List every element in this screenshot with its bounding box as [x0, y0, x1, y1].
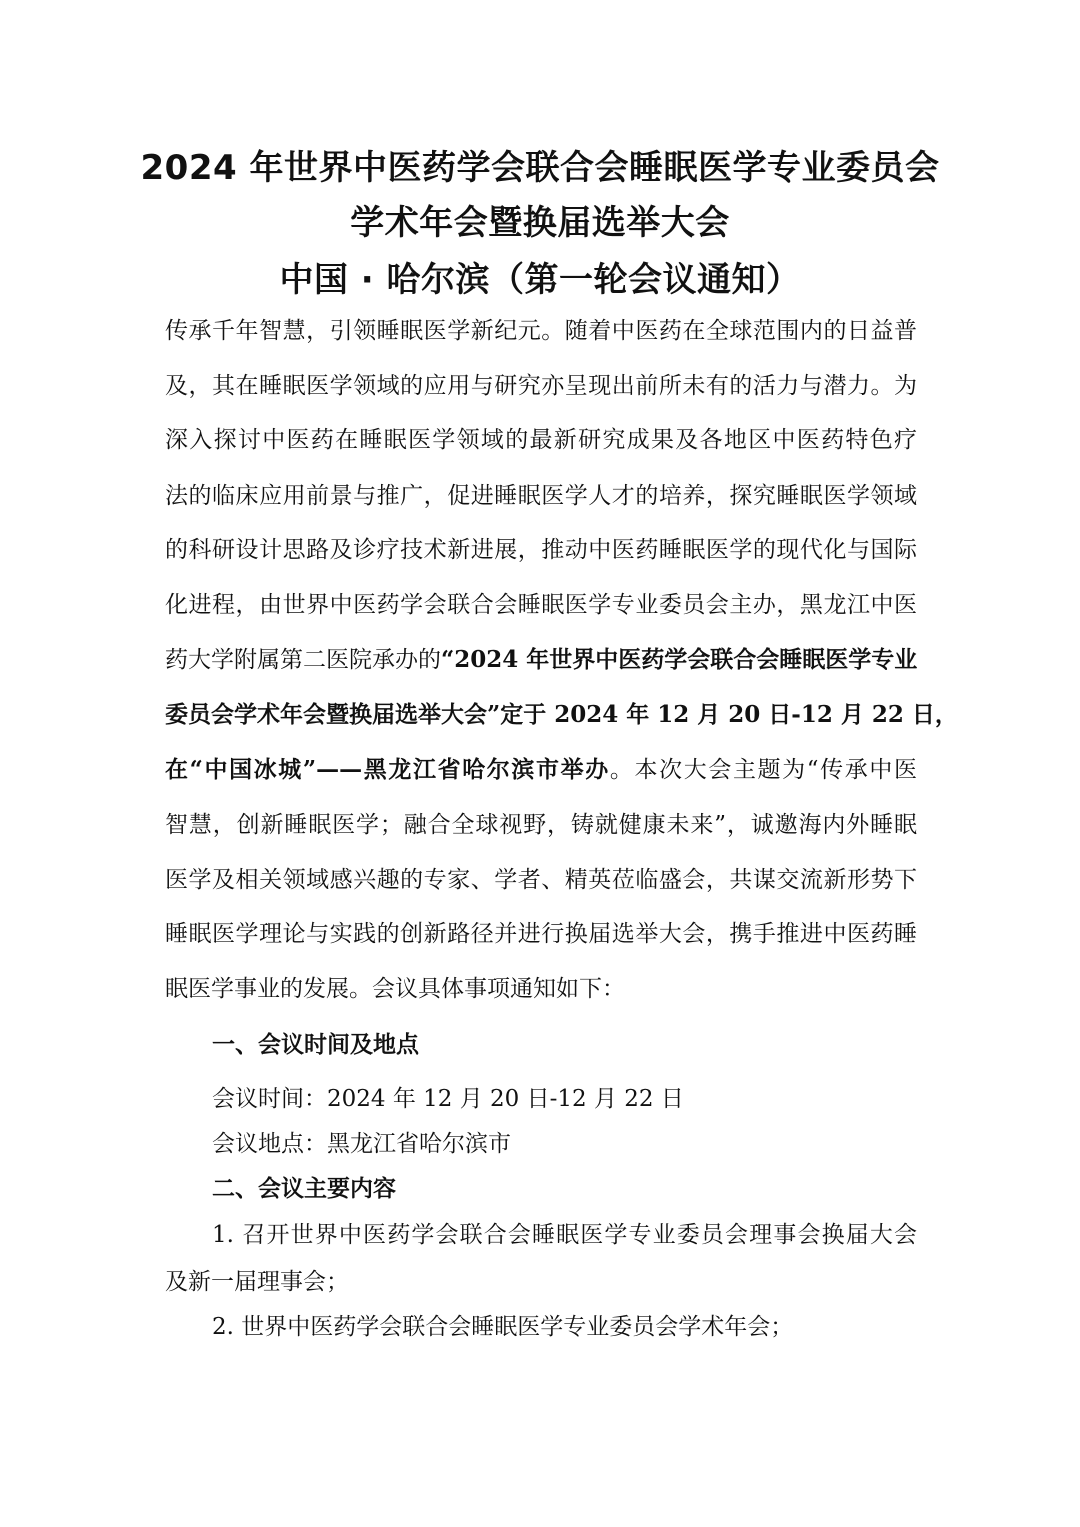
intro-line: 化进程，由世界中医药学会联合会睡眠医学专业委员会主办，黑龙江中医 [165, 592, 917, 618]
conference-name-bold: “2024 年世界中医药学会联合会睡眠医学专业 [441, 646, 918, 673]
intro-text: 药大学附属第二医院承办的 [165, 647, 441, 673]
intro-line [165, 755, 917, 785]
intro-line: 智慧，创新睡眠医学；融合全球视野，铸就健康未来”，诚邀海内外睡眠 [165, 812, 917, 838]
intro-line: 眠医学事业的发展。会议具体事项通知如下： [165, 976, 625, 1002]
section-heading-time-place: 一、会议时间及地点 [212, 1032, 419, 1058]
intro-line: 的科研设计思路及诊疗技术新进展，推动中医药睡眠医学的现代化与国际 [165, 537, 917, 563]
intro-line: 医学及相关领域感兴趣的专家、学者、精英莅临盛会，共谋交流新形势下 [165, 867, 917, 893]
content-item-2: 2. 世界中医药学会联合会睡眠医学专业委员会学术年会； [212, 1314, 794, 1340]
intro-line [165, 645, 917, 675]
title-line-3: 中国 · 哈尔滨（第一轮会议通知） [279, 260, 801, 300]
intro-line: 及，其在睡眠医学领域的应用与研究亦呈现出前所未有的活力与潜力。为 [165, 373, 917, 399]
venue-bold: 在“中国冰城”——黑龙江省哈尔滨市举办 [165, 756, 610, 783]
title-line-1: 2024 年世界中医药学会联合会睡眠医学专业委员会 [140, 148, 940, 188]
intro-line: 法的临床应用前景与推广，促进睡眠医学人才的培养，探究睡眠医学领域 [165, 483, 917, 509]
intro-line-bold: 委员会学术年会暨换届选举大会”定于 2024 年 12 月 20 日-12 月 22 日， [165, 701, 958, 728]
intro-line: 睡眠医学理论与实践的创新路径并进行换届选举大会，携手推进中医药睡 [165, 921, 917, 947]
intro-line: 深入探讨中医药在睡眠医学领域的最新研究成果及各地区中医药特色疗 [165, 427, 917, 453]
content-item-1-cont: 及新一届理事会； [165, 1269, 349, 1295]
title-line-2: 学术年会暨换届选举大会 [350, 203, 730, 243]
intro-text: 。本次大会主题为“传承中医 [609, 757, 917, 783]
content-item-1: 1. 召开世界中医药学会联合会睡眠医学专业委员会理事会换届大会 [212, 1222, 917, 1248]
meeting-time: 会议时间：2024 年 12 月 20 日-12 月 22 日 [212, 1086, 684, 1112]
intro-line: 传承千年智慧，引领睡眠医学新纪元。随着中医药在全球范围内的日益普 [165, 318, 917, 344]
section-heading-main-content: 二、会议主要内容 [212, 1176, 396, 1202]
meeting-place: 会议地点：黑龙江省哈尔滨市 [212, 1131, 511, 1157]
